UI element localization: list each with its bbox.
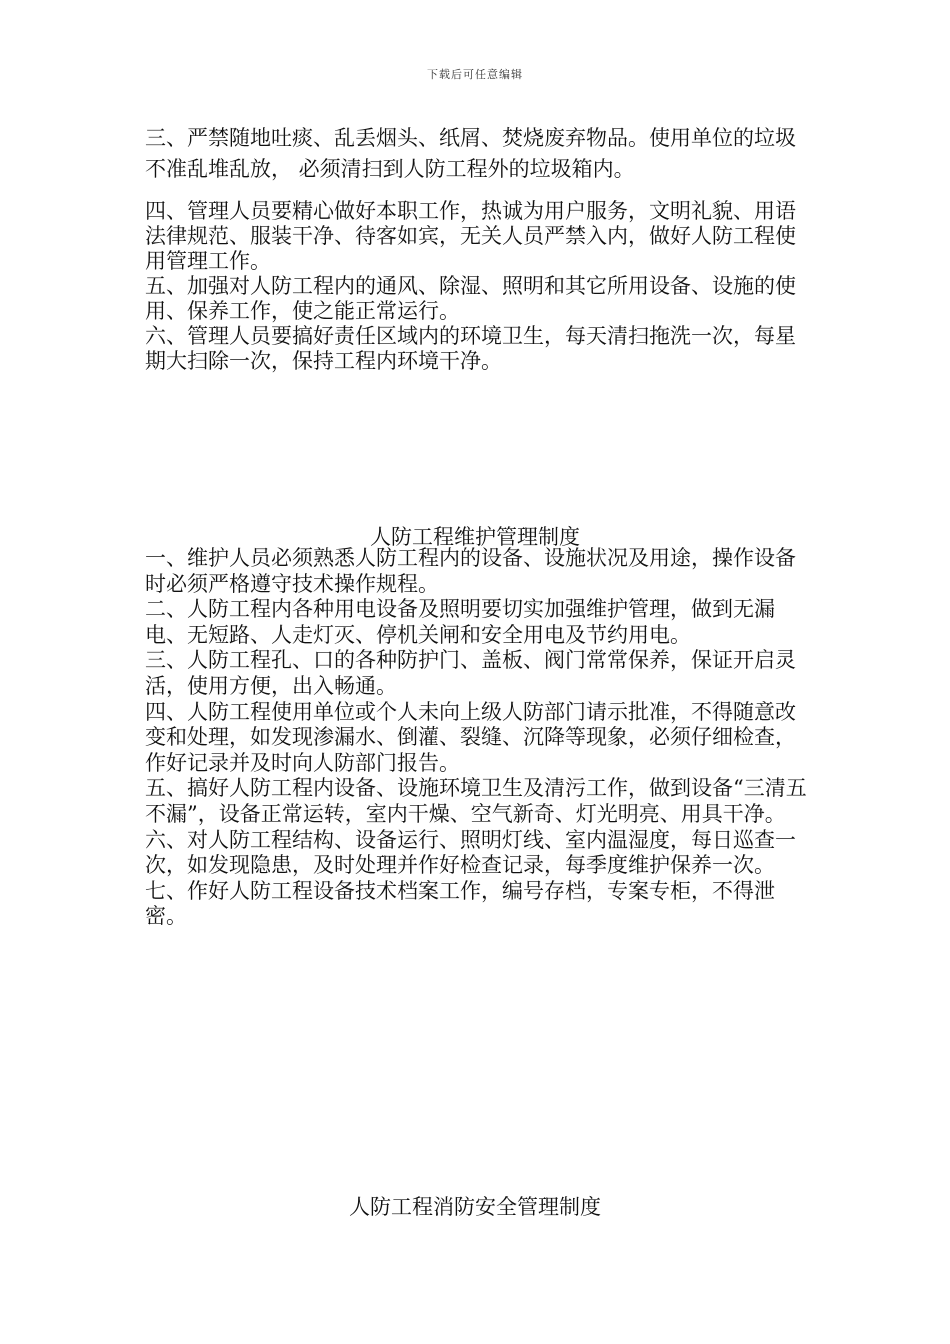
rule-paragraph: 三、严禁随地吐痰、乱丢烟头、纸屑、焚烧废弃物品。使用单位的垃圾不准乱堆乱放， 必须清扫到人防工程外的垃圾箱内。: [145, 126, 796, 181]
rule-paragraph: 五、搞好人防工程内设备、设施环境卫生及清污工作，做到设备“三清五不漏”，设备正常运转，室内干燥、空气新奇、灯光明亮、用具干净。: [145, 776, 807, 826]
page-header-note: 下载后可任意编辑: [427, 68, 523, 81]
rule-paragraph: 六、对人防工程结构、设备运行、照明灯线、室内温湿度，每日巡查一次，如发现隐患，及时处理并作好检查记录，每季度维护保养一次。: [145, 827, 796, 878]
rule-paragraph: 四、人防工程使用单位或个人未向上级人防部门请示批准，不得随意改变和处理，如发现渗漏水、倒灌、裂缝、沉降等现象，必须仔细检查，作好记录并及时向人防部门报告。: [145, 699, 796, 775]
section-usage-rules: [145, 123, 815, 374]
rule-paragraph: 二、人防工程内各种用电设备及照明要切实加强维护管理，做到无漏电、无短路、人走灯灭、停机关闸和安全用电及节约用电。: [145, 597, 775, 647]
rule-paragraph: 六、管理人员要搞好责任区域内的环境卫生，每天清扫拖洗一次，每星期大扫除一次，保持工程内环境干净。: [145, 324, 796, 373]
rule-paragraph: 五、加强对人防工程内的通风、除湿、照明和其它所用设备、设施的使用、保养工作，使之能正常运行。: [145, 274, 796, 323]
section-maintenance-rules: [145, 546, 815, 930]
rule-paragraph: 三、人防工程孔、口的各种防护门、盖板、阀门常常保养，保证开启灵活，使用方便，出入畅通。: [145, 648, 796, 698]
rule-paragraph: 一、维护人员必须熟悉人防工程内的设备、设施状况及用途，操作设备时必须严格遵守技术操作规程。: [145, 546, 796, 596]
fire-safety-section-title: 人防工程消防安全管理制度: [349, 1195, 601, 1219]
rule-paragraph: 七、作好人防工程设备技术档案工作，编号存档，专案专柜，不得泄密。: [145, 878, 775, 929]
rule-paragraph: 四、管理人员要精心做好本职工作，热诚为用户服务，文明礼貌、用语法律规范、服装干净、待客如宾，无关人员严禁入内，做好人防工程使用管理工作。: [145, 199, 796, 273]
maintenance-section-title: 人防工程维护管理制度: [370, 525, 580, 549]
